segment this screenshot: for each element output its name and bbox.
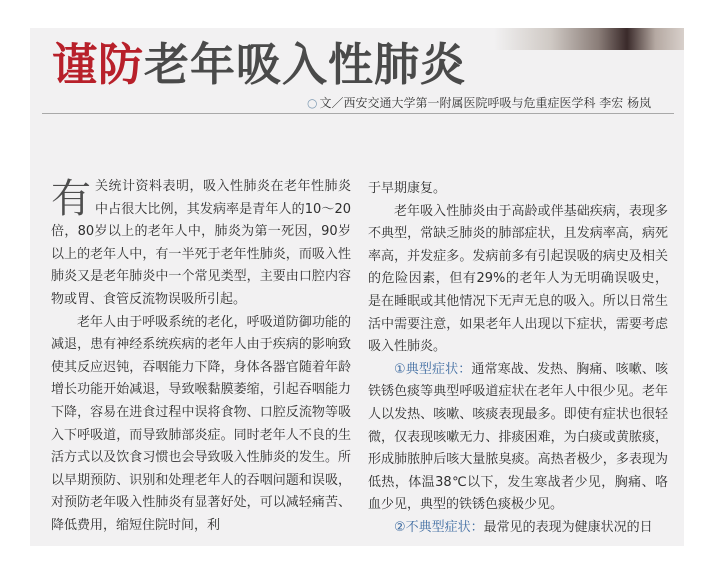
symptom-text-typical: 通常寒战、发热、胸痛、咳嗽、咳铁锈色痰等典型呼吸道症状在老年人中很少见。老年人以发热、咳嗽、咳痰表现最多。即使有症状也很轻微，仅表现咳嗽无力、排痰困难，为白痰或黄脓痰，形成肺脓肿后咳大量脓臭痰。高热者极少，多表现为低热，体温38℃以下，发生寒战者少见，胸痛、咯血少见，典型的铁锈色痰极少见。 <box>368 361 668 513</box>
symptom-item-typical <box>368 359 668 517</box>
title-highlight: 谨防 <box>52 38 145 91</box>
symptom-label-atypical: ②不典型症状： <box>394 519 484 535</box>
symptom-text-atypical: 最常见的表现为健康状况的日 <box>483 519 653 535</box>
byline-marker-icon: ○ <box>307 96 318 110</box>
drop-cap: 有 <box>51 176 91 222</box>
byline-text: 文／西安交通大学第一附属医院呼吸与危重症医学科 李宏 杨岚 <box>319 96 652 110</box>
left-paragraph-2: 老年人由于呼吸系统的老化，呼吸道防御功能的减退，患有神经系统疾病的老年人由于疾病的影响致使其反应迟钝，吞咽能力下降，身体各器官随着年龄增长功能开始减退，导致喉黏膜萎缩，引起吞咽能力下降，容易在进食过程中误将食物、口腔反流物等吸入下呼吸道，而导致肺部炎症。同时老年人不良的生活方式以及饮食习惯也会导致吸入性肺炎的发生。所以早期预防、识别和处理老年人的吞咽问题和误吸，对预防老年吸入性肺炎有显著好处，可以减轻痛苦、降低费用，缩短住院时间，利 <box>51 314 351 533</box>
symptom-item-atypical <box>368 517 668 540</box>
header-divider <box>42 113 674 114</box>
right-paragraph-2: 老年吸入性肺炎由于高龄或伴基础疾病，表现多不典型，常缺乏肺炎的肺部症状，且发病率高，病死率高，并发症多。发病前多有引起误吸的病史及相关的危险因素，但有29%的老年人为无明确误吸史，是在睡眠或其他情况下无声无息的吸入。所以日常生活中需要注意，如果老年人出现以下症状，需要考虑吸入性肺炎。 <box>368 203 668 355</box>
article-title <box>52 36 466 94</box>
header-photo-strip <box>494 28 684 50</box>
symptom-label-typical: ①典型症状： <box>394 361 472 377</box>
left-paragraph-1-text: 关统计资料表明，吸入性肺炎在老年性肺炎中占很大比例，其发病率是青年人的10～20倍，80岁以上的老年人中，肺炎为第一死因，90岁以上的老年人中，有一半死于老年性肺炎，而吸入性肺炎又是老年肺炎中一个常见类型，主要由口腔内容物或胃、食管反流物误吸所引起。 <box>51 179 351 307</box>
left-column <box>51 176 351 538</box>
left-paragraph-1 <box>51 176 351 312</box>
right-paragraph-1: 于早期康复。 <box>368 181 447 196</box>
right-column <box>368 178 668 540</box>
title-main: 老年吸入性肺炎 <box>144 38 467 91</box>
author-byline <box>307 94 651 111</box>
magazine-page <box>30 28 684 546</box>
